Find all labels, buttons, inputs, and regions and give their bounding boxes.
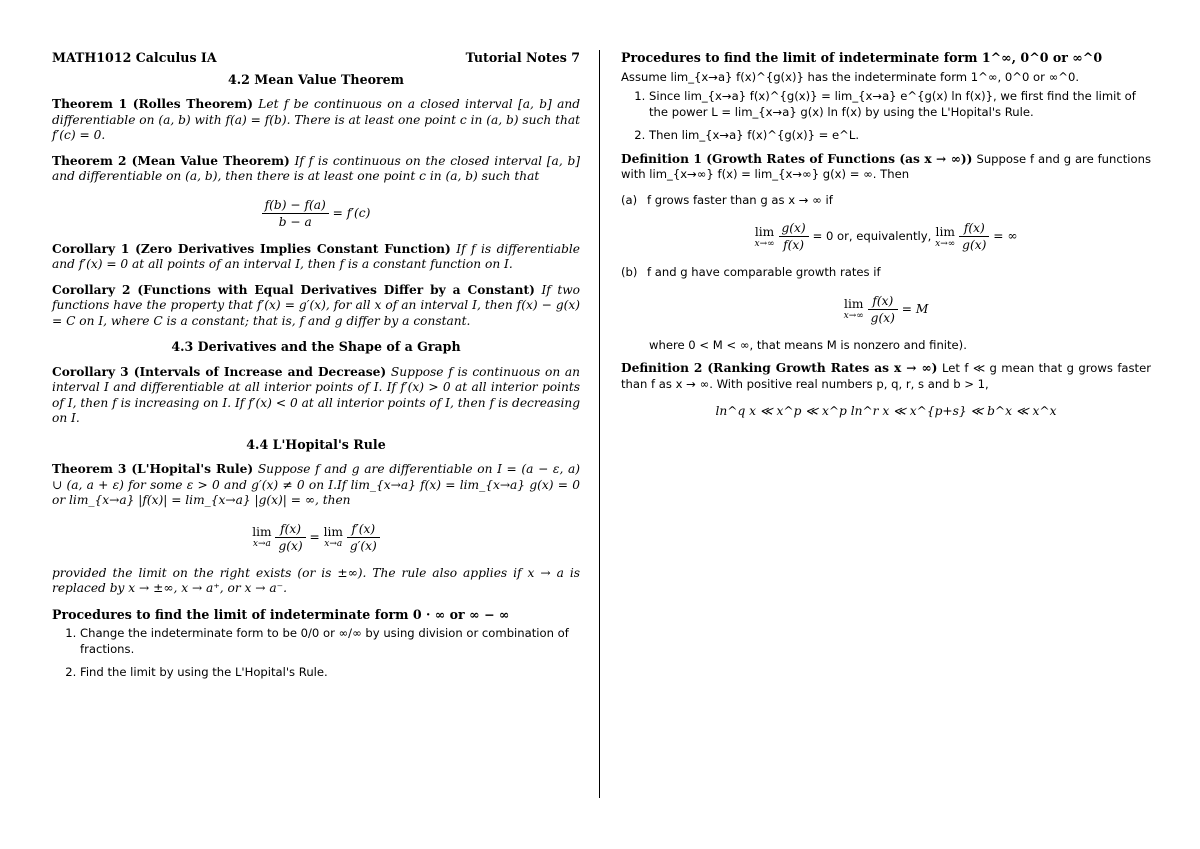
course-title: MATH1012 Calculus IA <box>52 50 217 65</box>
definition-1 <box>621 152 1151 183</box>
corollary-2 <box>52 283 580 330</box>
procedure-2-list <box>621 89 1151 144</box>
theorem-1-text: Let f be continuous on a closed interval [a, b] and differentiable on (a, b) with f(a) = f(b). There is at least one point c in (a, b) such that f′(c) = 0. <box>52 97 580 142</box>
limit-operator: lim x→a <box>252 525 272 549</box>
procedure-1-title: Procedures to find the limit of indeterminate form 0 · ∞ or ∞ − ∞ <box>52 606 510 622</box>
theorem-3-after: provided the limit on the right exists (or is ±∞). The rule also applies if x → a is replaced by x → ±∞, x → a⁺, or x → a⁻. <box>52 565 580 595</box>
corollary-2-text: If two functions have the property that f′(x) = g′(x), for all x of an interval I, then f(x) − g(x) = C on I, where C is a constant; that is, f and g differ by a constant. <box>52 282 581 328</box>
list-item: 1. Since lim_{x→a} f(x)^{g(x)} = lim_{x→a} e^{g(x) ln f(x)}, we first find the limit of the power L = lim_{x→a} g(x) ln f(x) by using the L'Hopital's Rule. <box>649 89 1151 120</box>
theorem-2-text: If f is continuous on the closed interval [a, b] and differentiable on (a, b), then there is at least one point c in (a, b) such that <box>52 153 581 183</box>
mvt-numerator: f(b) − f(a) <box>262 197 329 214</box>
lhopital-fraction-right: $\frac{f'(x)}{g'(x)}$ <box>347 521 380 554</box>
mvt-fraction <box>262 197 329 230</box>
lhopital-fraction-left: $\frac{f(x)}{g(x)}$ <box>275 521 305 554</box>
section-shape-of-graph: 4.3 Derivatives and the Shape of a Graph <box>171 339 461 354</box>
list-item: 2. Then lim_{x→a} f(x)^{g(x)} = e^L. <box>649 128 1151 144</box>
right-column <box>621 50 1151 432</box>
corollary-1 <box>52 242 580 273</box>
list-item: 1. Change the indeterminate form to be 0/0 or ∞/∞ by using division or combination of fractions. <box>80 626 580 657</box>
mvt-formula <box>52 197 580 230</box>
fraction: $\frac{f(x)}{g(x)}$ <box>868 293 898 326</box>
theorem-3-label: Theorem 3 (L'Hopital's Rule) <box>52 462 254 476</box>
definition-1b-text: f and g have comparable growth rates if <box>647 265 881 279</box>
corollary-1-label: Corollary 1 (Zero Derivatives Implies Constant Function) <box>52 241 451 256</box>
formula-end: = ∞ <box>993 229 1018 243</box>
corollary-3-label: Corollary 3 (Intervals of Increase and Decrease) <box>52 364 387 379</box>
item-tag: (b) <box>621 265 638 279</box>
theorem-3 <box>52 462 580 509</box>
formula-end: = M <box>901 301 929 316</box>
definition-1-label: Definition 1 (Growth Rates of Functions (as x → ∞)) <box>621 151 973 166</box>
section-mean-value-theorem: 4.2 Mean Value Theorem <box>228 71 404 87</box>
mvt-rhs: = f′(c) <box>332 205 371 220</box>
list-item: 2. Find the limit by using the L'Hopital's Rule. <box>80 665 580 681</box>
formula-middle-text: = 0 or, equivalently, <box>812 229 932 243</box>
column-divider <box>599 50 600 798</box>
procedure-1-list <box>52 626 580 681</box>
section-lhopital: 4.4 L'Hopital's Rule <box>246 436 386 452</box>
corollary-3-text: Suppose f is continuous on an interval I and differentiable at all interior points of I. If f′(x) > 0 at all interior points of I, then f is increasing on I. If f′(x) < 0 at all interior points of I, then f is decreasing on I. <box>52 364 580 425</box>
notes-title: Tutorial Notes 7 <box>465 50 580 65</box>
mvt-denominator: b − a <box>278 214 312 229</box>
limit-operator: lim x→∞ <box>843 297 864 321</box>
theorem-1-label: Theorem 1 (Rolles Theorem) <box>52 97 253 111</box>
corollary-1-text: If f is differentiable and f′(x) = 0 at all points of an interval I, then f is a constant function on I. <box>52 241 581 271</box>
growth-faster-formula <box>621 220 1151 253</box>
procedure-2-intro: Assume lim_{x→a} f(x)^{g(x)} has the indeterminate form 1^∞, 0^0 or ∞^0. <box>621 69 1080 84</box>
comparable-growth-formula <box>621 293 1151 326</box>
limit-operator: lim x→∞ <box>754 224 775 249</box>
definition-1a-text: f grows faster than g as x → ∞ if <box>647 192 833 207</box>
theorem-3-text: Suppose f and g are differentiable on I = (a − ε, a) ∪ (a, a + ε) for some ε > 0 and g′(x) ≠ 0 on I.If lim_{x→a} f(x) = lim_{x→a} g(x) = 0 or lim_{x→a} |f(x)| = lim_{x→a} |g(x)| = ∞, then <box>52 462 581 507</box>
corollary-3 <box>52 365 580 427</box>
fraction: $\frac{f(x)}{g(x)}$ <box>959 220 989 253</box>
fraction: $\frac{g(x)}{f(x)}$ <box>779 220 809 253</box>
theorem-2-label: Theorem 2 (Mean Value Theorem) <box>52 153 290 168</box>
definition-1a <box>621 193 1151 209</box>
lhopital-formula <box>52 521 580 554</box>
left-column <box>52 50 580 689</box>
definition-1b-after: where 0 < M < ∞, that means M is nonzero and finite). <box>649 337 967 352</box>
limit-operator: lim x→a <box>323 525 343 549</box>
definition-2-label: Definition 2 (Ranking Growth Rates as x → ∞) <box>621 361 938 375</box>
lhopital-equals: = <box>309 529 320 544</box>
definition-1b <box>621 265 1151 281</box>
item-tag: (a) <box>621 192 638 207</box>
page-header <box>52 50 580 66</box>
procedure-2-title: Procedures to find the limit of indeterminate form 1^∞, 0^0 or ∞^0 <box>621 50 1103 65</box>
limit-operator: lim x→∞ <box>935 224 956 249</box>
theorem-2 <box>52 154 580 185</box>
theorem-1 <box>52 97 580 144</box>
definition-2-text: Let f ≪ g mean that g grows faster than f as x → ∞. With positive real numbers p, q, r, s and b > 1, <box>621 361 1152 391</box>
corollary-2-label: Corollary 2 (Functions with Equal Derivatives Differ by a Constant) <box>52 282 535 297</box>
definition-1-text: Suppose f and g are functions with lim_{x→∞} f(x) = lim_{x→∞} g(x) = ∞. Then <box>621 151 1151 181</box>
growth-ranking-formula: ln^q x ≪ x^p ≪ x^p ln^r x ≪ x^{p+s} ≪ b^x ≪ x^x <box>715 404 1057 418</box>
definition-2 <box>621 361 1151 392</box>
